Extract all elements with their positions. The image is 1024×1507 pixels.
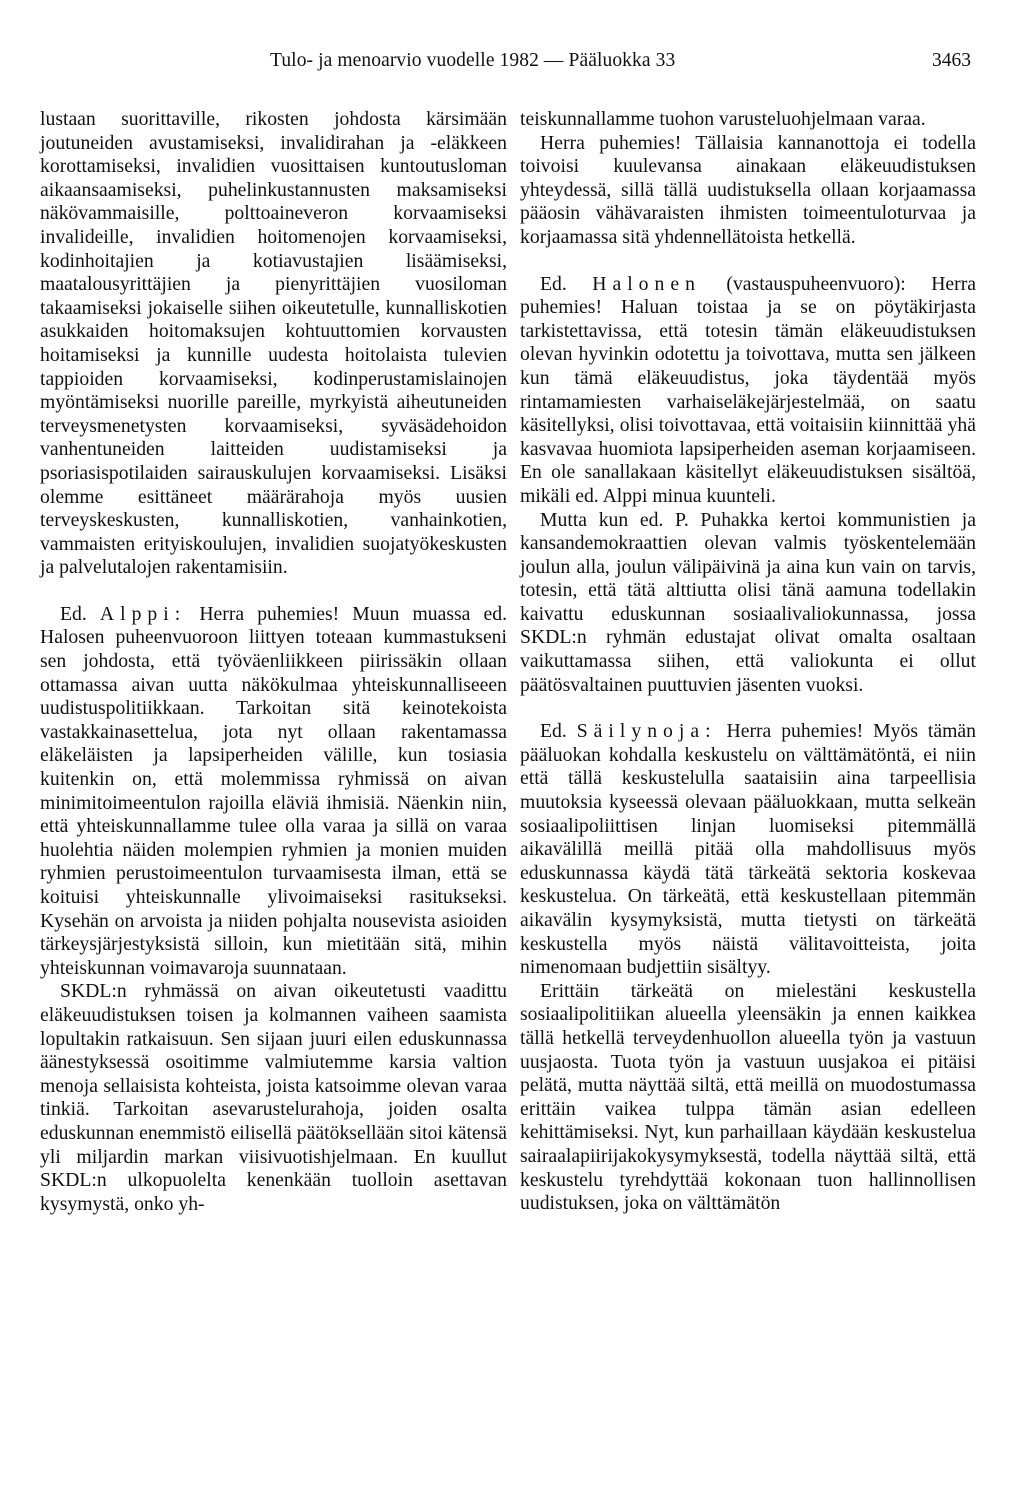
left-column <box>40 108 507 1216</box>
right-column <box>520 108 976 1216</box>
speaker-prefix: Ed. <box>60 602 87 625</box>
paragraph: Mutta kun ed. P. Puhakka kertoi kommunistien ja kansandemokraattien olevan valmis työskentelemään joulun alla, joulun välipäivinä ja aina kun vain on tarvis, totesin, että tätä alttiutta olisi tänä aamuna todellakin kaivattu eduskunnan sosiaalivaliokunnassa, jossa SKDL:n ryhmän edustajat olivat omalta osaltaan vaikuttamassa siihen, että valiokunta ei ollut päätösvaltainen puuttuvien jäsenten vuoksi. <box>520 508 976 696</box>
speech-text: Herra puhemies! Haluan toistaa ja se on pöytäkirjasta tarkistettavissa, että totesin tämän eläkeuudistuksen olevan hyvinkin odotettu ja toivottava, mutta sen jälkeen kun tämä eläkeuudistus, joka täydentää myös rintamamiesten varhaiseläkejärjestelmää, on saatu käsitellyksi, olisi toivottavaa, että voitaisiin kiinnittää yhä kasvavaa huomiota lapsiperheiden aseman korjaamiseen. En ole sanallakaan käsitellyt eläkeuudistuksen sisältöä, mikäli ed. Alppi minua kuunteli. <box>520 272 976 507</box>
paragraph: SKDL:n ryhmässä on aivan oikeutetusti vaadittu eläkeuudistuksen toisen ja kolmannen vaiheen saamista lopultakin ratkaisuun. Sen sijaan juuri eilen eduskunnassa äänestyksessä osoitimme valmiutemme karsia valtion menoja sellaisista kohteista, joista katsoimme olevan varaa tinkiä. Tarkoitan asevarustelurahoja, joiden osalta eduskunnan enemmistö eilisellä päätöksellään sitoi kätensä yli miljardin markan viisivuotishjelmaan. En kuullut SKDL:n ulkopuolelta kenenkään tuolloin asettavan kysymystä, onko yh- <box>40 980 507 1215</box>
paragraph: Herra puhemies! Tällaisia kannanottoja ei todella toivoisi kuulevansa ainakaan eläkeuudistuksen yhteydessä, sillä tällä uudistuksella ollaan korjaamassa pääosin vähävaraisten ihmisten toimeentuloturvaa ja korjaamassa sitä yhdennellätoista hetkellä. <box>520 131 976 248</box>
speaker-prefix: Ed. <box>540 272 567 295</box>
speech-alppi <box>40 603 507 981</box>
paragraph-continued: lustaan suorittaville, rikosten johdosta kärsimään joutuneiden avustamiseksi, invalidirahan ja -eläkkeen korottamiseksi, invalidien vuosittaisen kuntoutusloman aikaansaamiseksi, puhelinkustannusten maksamiseksi näkövammaisille, polttoaineveron korvaamiseksi invalideille, invalidien hoitomenojen korvaamiseksi, kodinhoitajien ja kotiavustajien lisäämiseksi, maatalousyrittäjien ja pienyrittäjien vuosiloman takaamiseksi jokaiselle siihen oikeutetulle, kunnalliskotien asukkaiden hoitomaksujen kohtuuttomien korvausten hoitamiseksi ja kunnille uudesta hoitolaista tulevien tappioiden korvaamiseksi, kodinperustamislainojen myöntämiseksi nuorille pareille, myrkyistä aiheutuneiden terveysmenetysten korvaamiseksi, syväsädehoidon vanhentuneiden laitteiden uudistamiseksi ja psoriasispotilaiden sairauskulujen korvaamiseksi. Lisäksi olemme esittäneet määrärahoja myös uusien terveyskeskusten, kunnalliskotien, vanhainkotien, vammaisten erityiskoulujen, invalidien suojatyökeskusten ja palvelutalojen rakentamisiin. <box>40 108 507 579</box>
running-title: Tulo- ja menoarvio vuodelle 1982 — Pääluokka 33 <box>270 50 676 71</box>
speech-halonen <box>520 273 976 509</box>
page-number: 3463 <box>932 50 971 71</box>
paragraph: Erittäin tärkeätä on mielestäni keskustella sosiaalipolitiikan alueella yleensäkin ja ennen kaikkea tällä hetkellä terveydenhuollon alueella työn ja vastuun uusjaosta. Tuota työn ja vastuun uusjakoa ei pitäisi pelätä, mutta näyttää siltä, että meillä on muodostumassa erittäin vaikea tulppa tämän asian edelleen kehittämiseksi. Nyt, kun parhaillaan käydään keskustelua sairaalapiirijakokysymyksestä, todella näyttää siltä, että keskustelu tyrehdyttää kokonaan tuon hallinnollisen uudistuksen, joka on välttämätön <box>520 979 976 1215</box>
speaker-name: Säilynoja: <box>576 720 717 743</box>
speech-text: Herra puhemies! Myös tämän pääluokan kohdalla keskustelu on välttämätöntä, ei niin että tällä keskustelulla saataisiin aina tarpeellisia muutoksia kyseessä olevaan pääluokkaan, mutta selkeän sosiaalipoliittisen linjan luomiseksi pitemmällä aikavälillä meillä pitää olla mahdollisuus myös eduskunnassa käydä tätä tärkeätä sektoria koskevaa keskustelua. On tärkeätä, että keskustellaan pitemmän aikavälin kysymyksistä, mutta tietysti on tärkeätä keskustella myös näistä välitavoitteista, joita nimenomaan budjettiin sisältyy. <box>520 720 977 979</box>
speaker-name: Alppi: <box>99 602 187 625</box>
page-header <box>0 44 1024 78</box>
speaker-role: (vastauspuheenvuoro): <box>726 272 906 295</box>
speaker-name: Halonen <box>592 272 701 295</box>
speech-text: Herra puhemies! Muun muassa ed. Halosen puheenvuoroon liittyen toteaan kummastukseni sen johdosta, että työväenliikkeen piirissäkin ollaan ottamassa aivan uutta näkökulmaa yhteiskunnalliseeen uudistuspolitiikkaan. Tarkoitan sitä keinotekoista vastakkainasettelua, jota nyt ollaan rakentamassa eläkeläisten ja lapsiperheiden välille, kun tosiasia kuitenkin on, että molemmissa ryhmissä on aivan minimitoimeentulon rajoilla eläviä ihmisiä. Näenkin niin, että yhteiskunnallamme tulee olla varaa ja sillä on varaa huolehtia näiden molempien ryhmien ja monien muiden ryhmien perustoimeentulon turvaamisesta ilman, että se koituisi yhteiskunnalle ylivoimaiseksi rasitukseksi. Kysehän on arvoista ja niiden pohjalta nousevista asioiden tärkeysjärjestyksistä silloin, kun mietitään sitä, mihin yhteiskunnan voimavaroja suunnataan. <box>40 602 507 979</box>
paragraph-continued: teiskunnallamme tuohon varusteluohjelmaan varaa. <box>520 108 926 130</box>
speaker-prefix: Ed. <box>540 720 567 743</box>
speech-sailynoja <box>520 720 976 980</box>
